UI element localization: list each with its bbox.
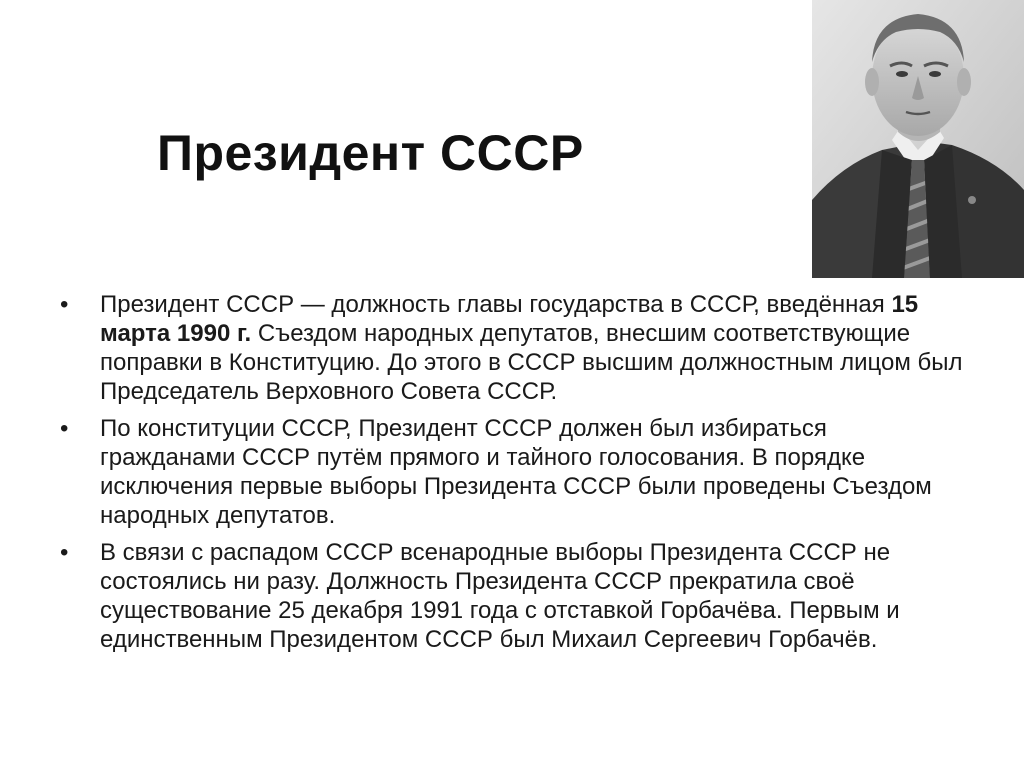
bullet-text: Съездом народных депутатов, внесшим соответствующие поправки в Конституцию. До этого в СССР высшим должностным лицом был Председатель Верховного Совета СССР. (100, 320, 963, 405)
slide-title: Президент СССР (157, 125, 584, 181)
bullet-item (60, 538, 965, 654)
bullet-list (60, 290, 965, 662)
portrait-photo (812, 0, 1024, 278)
bullet-item (60, 414, 965, 530)
portrait-illustration (812, 0, 1024, 278)
bullet-text: Президент СССР — должность главы государства в СССР, введённая (100, 291, 892, 318)
bullet-text: По конституции СССР, Президент СССР должен был избираться гражданами СССР путём прямого и тайного голосования. В порядке исключения первые выборы Президента СССР были проведены Съездом народных депутатов. (100, 415, 932, 529)
bullet-icon: • (60, 539, 69, 566)
bullet-icon: • (60, 415, 69, 442)
bullet-text: В связи с распадом СССР всенародные выборы Президента СССР не состоялись ни разу. Должность Президента СССР прекратила своё существование 25 декабря 1991 года с отставкой Горбачёва. Первым и единственным Президентом СССР был Михаил Сергеевич Горбачёв. (100, 539, 900, 653)
bullet-bold-date: 15 марта 1990 г. (100, 291, 919, 347)
bullet-item (60, 290, 965, 406)
bullet-icon: • (60, 291, 69, 318)
